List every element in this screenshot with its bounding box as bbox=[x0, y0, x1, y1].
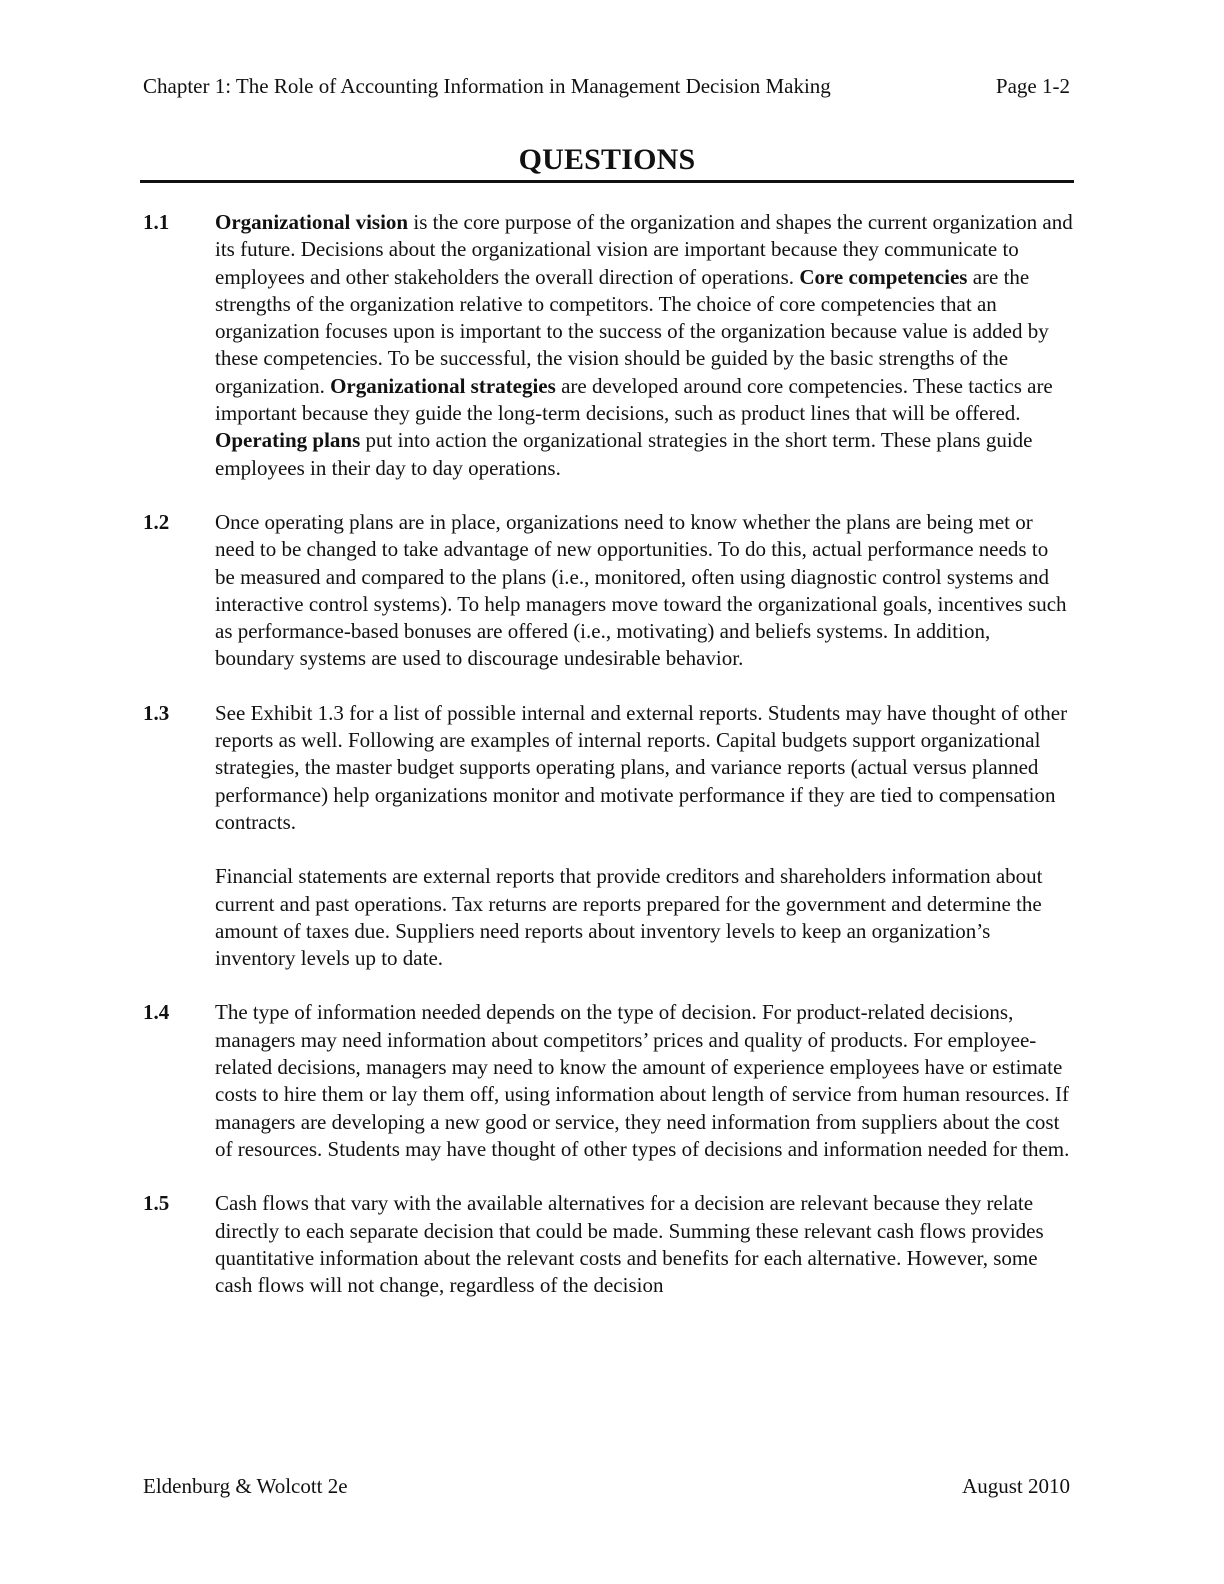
answer-paragraph: Cash flows that vary with the available alternatives for a decision are relevant because they relate directly to each separate decision that could be made. Summing these relevant cash flows provides quantitative information about the relevant costs and benefits for each alternative. However, some cash flows will not change, regardless of the decision bbox=[215, 1191, 1044, 1298]
key-term: Organizational vision bbox=[215, 210, 409, 234]
answer-paragraph: See Exhibit 1.3 for a list of possible internal and external reports. Students may have thought of other reports as well. Following are examples of internal reports. Capital budgets support organizational strategies, the master budget supports operating plans, and variance reports (actual versus planned performance) help organizations monitor and motivate performance if they are tied to compensation contracts. bbox=[215, 700, 1068, 834]
question-number: 1.1 bbox=[143, 210, 170, 234]
title-underline-rule bbox=[140, 180, 1074, 183]
question-1-3 bbox=[143, 700, 1073, 973]
section-title-block bbox=[140, 140, 1074, 180]
key-term: Organizational strategies bbox=[330, 373, 556, 398]
question-number: 1.4 bbox=[143, 1000, 170, 1025]
key-term: Operating plans bbox=[215, 428, 361, 453]
footer-date: August 2010 bbox=[962, 1474, 1070, 1498]
question-answer bbox=[215, 700, 1073, 973]
question-1-2 bbox=[143, 509, 1073, 673]
answer-paragraph: The type of information needed depends on the type of decision. For product-related decisions, managers may need information about competitors’ prices and quality of products. For employee-related decisions, managers may need to know the amount of experience employees have or estimate costs to hire them or lay them off, using information about length of service from human resources. If managers are developing a new good or service, they need information from suppliers about the cost of resources. Students may have thought of other types of decisions and information needed for them. bbox=[215, 1000, 1070, 1161]
questions-list bbox=[143, 209, 1073, 1326]
answer-paragraph: Financial statements are external reports that provide creditors and shareholders information about current and past operations. Tax returns are reports prepared for the government and determine the amount of taxes due. Suppliers need reports about inventory levels to keep an organization’s inventory levels up to date. bbox=[215, 864, 1043, 971]
page-number: Page 1-2 bbox=[995, 74, 1070, 98]
question-answer bbox=[215, 1190, 1073, 1299]
page-footer bbox=[143, 1472, 1070, 1500]
answer-text: is the core purpose of the organization and shapes the current organization and its future. Decisions about the organizational vision are important because they communicate to employees and other stakeholders the overall direction of operations. bbox=[215, 210, 1073, 289]
question-number: 1.2 bbox=[143, 509, 170, 534]
question-1-4 bbox=[143, 999, 1073, 1163]
chapter-title: Chapter 1: The Role of Accounting Information in Management Decision Making bbox=[143, 74, 831, 98]
answer-text: are developed around core competencies. These tactics are important because they guide the long-term decisions, such as product lines that will be offered. bbox=[215, 373, 1053, 426]
answer-paragraph: Once operating plans are in place, organizations need to know whether the plans are being met or need to be changed to take advantage of new opportunities. To do this, actual performance needs to be measured and compared to the plans (i.e., monitored, often using diagnostic control systems and interactive control systems). To help managers move toward the organizational goals, incentives such as performance-based bonuses are offered (i.e., motivating) and beliefs systems. In addition, boundary systems are used to discourage undesirable behavior. bbox=[215, 509, 1067, 671]
key-term: Core competencies bbox=[799, 264, 968, 289]
question-answer bbox=[215, 509, 1073, 673]
question-number: 1.5 bbox=[143, 1191, 170, 1216]
footer-authors: Eldenburg & Wolcott 2e bbox=[143, 1474, 348, 1498]
answer-text: are the strengths of the organization relative to competitors. The choice of core competencies that an organization focuses upon is important to the success of the organization because value is added by these competencies. To be successful, the vision should be guided by the basic strengths of the organization. bbox=[215, 264, 1049, 398]
question-1-1 bbox=[143, 209, 1073, 482]
question-number: 1.3 bbox=[143, 700, 170, 725]
question-answer bbox=[215, 209, 1073, 482]
question-answer bbox=[215, 999, 1073, 1163]
question-1-5 bbox=[143, 1190, 1073, 1299]
page-header bbox=[143, 72, 1070, 100]
answer-text: put into action the organizational strategies in the short term. These plans guide employees in their day to day operations. bbox=[215, 428, 1033, 480]
section-title: QUESTIONS bbox=[518, 143, 696, 176]
answer-paragraph bbox=[215, 209, 1073, 482]
